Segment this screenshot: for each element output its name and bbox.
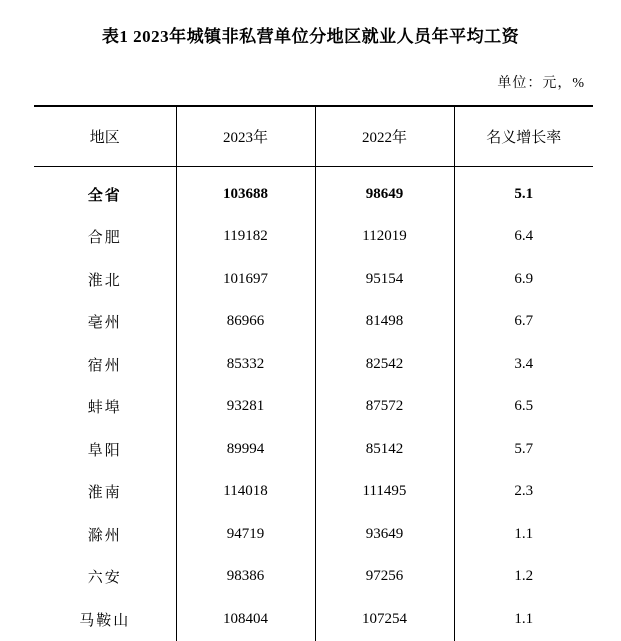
table-row [34,167,593,216]
wage-2023-cell: 119182 [176,216,315,259]
wage-2023-cell: 93281 [176,386,315,429]
table-row [34,513,593,556]
wage-2022-cell: 98649 [315,167,454,216]
wage-2023-cell: 108404 [176,598,315,641]
table-header-row [34,106,593,167]
wage-2023-cell: 114018 [176,471,315,514]
region-cell: 蚌埠 [87,400,122,417]
header-2023: 2023年 [176,106,315,167]
region-cell: 六安 [87,570,122,587]
region-cell: 马鞍山 [79,612,131,629]
wage-2023-cell: 85332 [176,343,315,386]
growth-rate-cell: 1.2 [454,556,593,599]
region-cell: 淮北 [87,272,122,289]
region-cell: 全省 [87,187,122,204]
wage-2022-cell: 112019 [315,216,454,259]
header-growth-rate: 名义增长率 [454,106,593,167]
growth-rate-cell: 3.4 [454,343,593,386]
growth-rate-cell: 1.1 [454,598,593,641]
region-cell: 亳州 [87,315,122,332]
growth-rate-cell: 1.1 [454,513,593,556]
header-region: 地区 [89,130,120,146]
growth-rate-cell: 2.3 [454,471,593,514]
growth-rate-cell: 5.1 [454,167,593,216]
wage-2022-cell: 93649 [315,513,454,556]
header-2022: 2022年 [315,106,454,167]
region-cell: 淮南 [87,485,122,502]
wage-table [34,105,593,641]
wage-2023-cell: 94719 [176,513,315,556]
table-row [34,556,593,599]
wage-2022-cell: 81498 [315,301,454,344]
wage-2022-cell: 82542 [315,343,454,386]
table-title: 表1 2023年城镇非私营单位分地区就业人员年平均工资 [101,27,520,46]
wage-2022-cell: 97256 [315,556,454,599]
growth-rate-cell: 5.7 [454,428,593,471]
region-cell: 阜阳 [87,442,122,459]
growth-rate-cell: 6.5 [454,386,593,429]
table-row [34,386,593,429]
wage-2022-cell: 111495 [315,471,454,514]
table-row [34,343,593,386]
wage-2023-cell: 98386 [176,556,315,599]
region-cell: 滁州 [87,527,122,544]
unit-label: 单位：元，% [497,76,585,91]
growth-rate-cell: 6.4 [454,216,593,259]
wage-2023-cell: 89994 [176,428,315,471]
table-row [34,471,593,514]
table-row [34,598,593,641]
table-row [34,301,593,344]
region-cell: 宿州 [87,357,122,374]
wage-2023-cell: 101697 [176,258,315,301]
table-row [34,258,593,301]
region-cell: 合肥 [87,230,122,247]
growth-rate-cell: 6.9 [454,258,593,301]
wage-2023-cell: 103688 [176,167,315,216]
growth-rate-cell: 6.7 [454,301,593,344]
wage-2023-cell: 86966 [176,301,315,344]
wage-2022-cell: 87572 [315,386,454,429]
wage-2022-cell: 107254 [315,598,454,641]
table-row [34,428,593,471]
wage-2022-cell: 95154 [315,258,454,301]
table-row [34,216,593,259]
wage-2022-cell: 85142 [315,428,454,471]
